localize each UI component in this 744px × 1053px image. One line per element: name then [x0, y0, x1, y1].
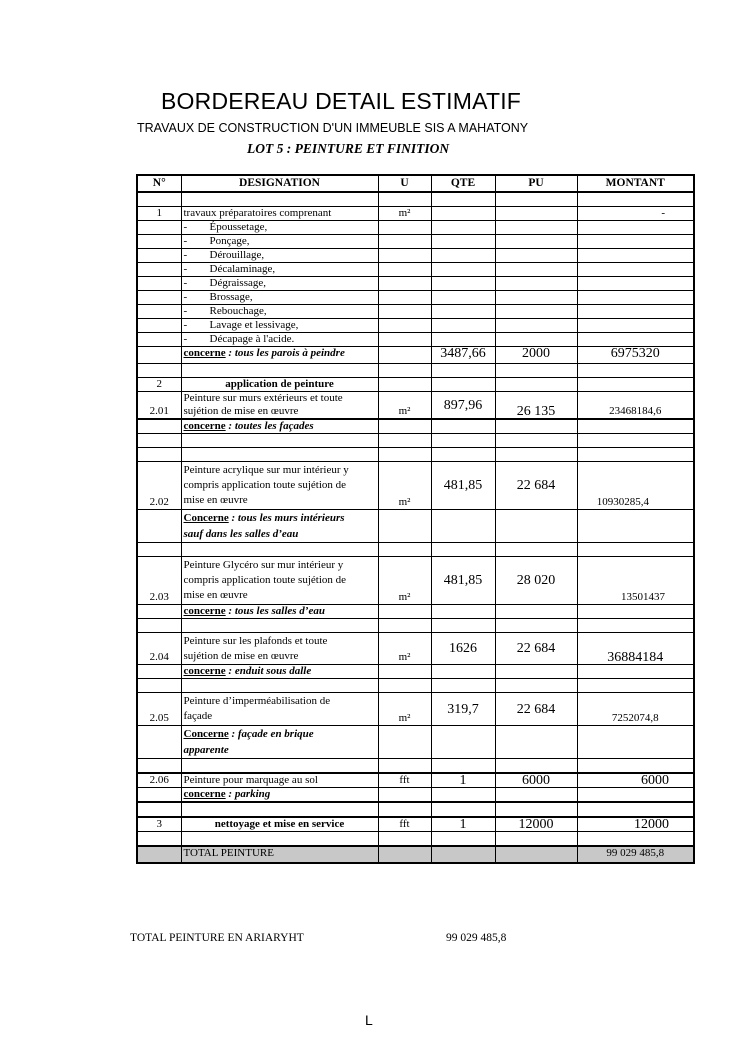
row-unit: fft — [378, 817, 431, 832]
row-number: 2.03 — [137, 557, 181, 605]
row-number: 2.05 — [137, 693, 181, 726]
sub-item-label: Ponçage, — [209, 235, 250, 247]
row-montant: 12000 — [577, 817, 694, 832]
sub-item-row: - Lavage et lessivage, — [137, 319, 694, 333]
sub-item-row: - Rebouchage, — [137, 305, 694, 319]
document-subtitle: TRAVAUX DE CONSTRUCTION D'UN IMMEUBLE SIS A MAHATONY — [137, 121, 529, 135]
sub-item-row: - Décapage à l'acide. — [137, 333, 694, 347]
row-number: 2.01 — [137, 392, 181, 420]
total-row — [137, 846, 694, 863]
sub-item-label: Époussetage, — [209, 221, 268, 233]
row-unit: m² — [378, 633, 431, 665]
sub-item-label: Brossage, — [209, 291, 253, 303]
row-montant: 7252074,8 — [577, 693, 694, 726]
row-unit: m² — [378, 693, 431, 726]
row-pu: 6000 — [495, 773, 577, 788]
row-number: 2.02 — [137, 462, 181, 510]
row-montant: 6975320 — [577, 347, 694, 364]
row-qte: 1 — [431, 817, 495, 832]
lot-title: LOT 5 : PEINTURE ET FINITION — [247, 141, 450, 156]
row-pu: 12000 — [495, 817, 577, 832]
table-header — [137, 175, 694, 192]
row-unit: m² — [378, 462, 431, 510]
total-ariary-label: TOTAL PEINTURE EN ARIARYHT — [130, 932, 304, 944]
row-montant: 36884184 — [577, 633, 694, 665]
sub-item-label: Lavage et lessivage, — [209, 319, 299, 331]
row-pu: 2000 — [495, 347, 577, 364]
sub-item-row: - Dégraissage, — [137, 277, 694, 291]
estimate-table — [136, 174, 695, 864]
sub-item-label: Rebouchage, — [209, 305, 267, 317]
row-number: 1 — [137, 207, 181, 221]
table-row: 2.02 Peinture acrylique sur mur intérieur y compris application toute sujétion de mise en œuvre m² 481,85 22 684 10930285,4 — [137, 462, 694, 510]
table-row: 2.01 Peinture sur murs extérieurs et toute sujétion de mise en œuvre m² 897,96 26 135 23468184,6 — [137, 392, 694, 420]
row-unit: m² — [378, 557, 431, 605]
row-qte: 319,7 — [431, 693, 495, 726]
header-pu: PU — [495, 175, 577, 192]
row-montant: 23468184,6 — [577, 392, 694, 420]
table-row — [137, 817, 694, 832]
row-qte: 1626 — [431, 633, 495, 665]
concerne-row: concerne : toutes les façades — [137, 419, 694, 434]
row-qte: 1 — [431, 773, 495, 788]
row-unit: m² — [378, 392, 431, 420]
concerne-row: concerne : enduit sous dalle — [137, 665, 694, 679]
document-title: BORDEREAU DETAIL ESTIMATIF — [161, 88, 522, 114]
row-unit: m² — [378, 207, 431, 221]
concerne-row: concerne : tous les salles d’eau — [137, 605, 694, 619]
row-pu: 22 684 — [495, 462, 577, 510]
sub-item-label: Décalaminage, — [209, 263, 276, 275]
concerne-row: Concerne : façade en brique apparente — [137, 726, 694, 759]
row-unit: fft — [378, 773, 431, 788]
page-footer: L — [365, 1012, 373, 1028]
sub-item-label: Dérouillage, — [209, 249, 265, 261]
row-pu: 26 135 — [495, 392, 577, 420]
row-number: 2.06 — [137, 773, 181, 788]
row-number: 3 — [137, 817, 181, 832]
concerne-row: concerne : parking — [137, 788, 694, 803]
table-row — [137, 207, 694, 221]
row-designation: application de peinture — [181, 378, 378, 392]
row-montant: 13501437 — [577, 557, 694, 605]
sub-item-row: - Brossage, — [137, 291, 694, 305]
concerne-row: Concerne : tous les murs intérieurs sauf dans les salles d’eau — [137, 510, 694, 543]
table-row: 2.05 Peinture d’imperméabilisation de façade m² 319,7 22 684 7252074,8 — [137, 693, 694, 726]
row-montant: 6000 — [577, 773, 694, 788]
sub-item-label: Dégraissage, — [209, 277, 267, 289]
total-ariary-value: 99 029 485,8 — [446, 932, 507, 944]
concerne-text: : tous les parois à peindre — [228, 347, 345, 359]
row-designation: Peinture pour marquage au sol — [181, 773, 378, 788]
row-qte: 3487,66 — [431, 347, 495, 364]
header-n: N° — [137, 175, 181, 192]
row-qte: 481,85 — [431, 462, 495, 510]
row-qte: 897,96 — [431, 392, 495, 420]
total-label: TOTAL PEINTURE — [181, 846, 378, 863]
header-qte: QTE — [431, 175, 495, 192]
row-designation: travaux préparatoires comprenant — [181, 207, 378, 221]
concerne-row — [137, 347, 694, 364]
header-montant: MONTANT — [577, 175, 694, 192]
total-value: 99 029 485,8 — [577, 846, 694, 863]
row-montant: - — [577, 207, 694, 221]
row-pu: 28 020 — [495, 557, 577, 605]
table-row: 2.03 Peinture Glycéro sur mur intérieur y compris application toute sujétion de mise en œuvre m² 481,85 28 020 13501437 — [137, 557, 694, 605]
sub-item-row: - Dérouillage, — [137, 249, 694, 263]
row-number: 2.04 — [137, 633, 181, 665]
header-designation: DESIGNATION — [181, 175, 378, 192]
row-pu: 22 684 — [495, 633, 577, 665]
sub-item-row: - Décalaminage, — [137, 263, 694, 277]
sub-item-row: - Ponçage, — [137, 235, 694, 249]
sub-item-label: Décapage à l'acide. — [209, 333, 295, 345]
row-montant: 10930285,4 — [577, 462, 694, 510]
sub-item-row: - Époussetage, — [137, 221, 694, 235]
table-row: 2.04 Peinture sur les plafonds et toute sujétion de mise en œuvre m² 1626 22 684 36884184 — [137, 633, 694, 665]
row-pu: 22 684 — [495, 693, 577, 726]
row-qte: 481,85 — [431, 557, 495, 605]
table-row — [137, 378, 694, 392]
row-number: 2 — [137, 378, 181, 392]
header-u: U — [378, 175, 431, 192]
concerne-label: concerne — [183, 347, 226, 359]
table-row — [137, 773, 694, 788]
row-designation: nettoyage et mise en service — [181, 817, 378, 832]
